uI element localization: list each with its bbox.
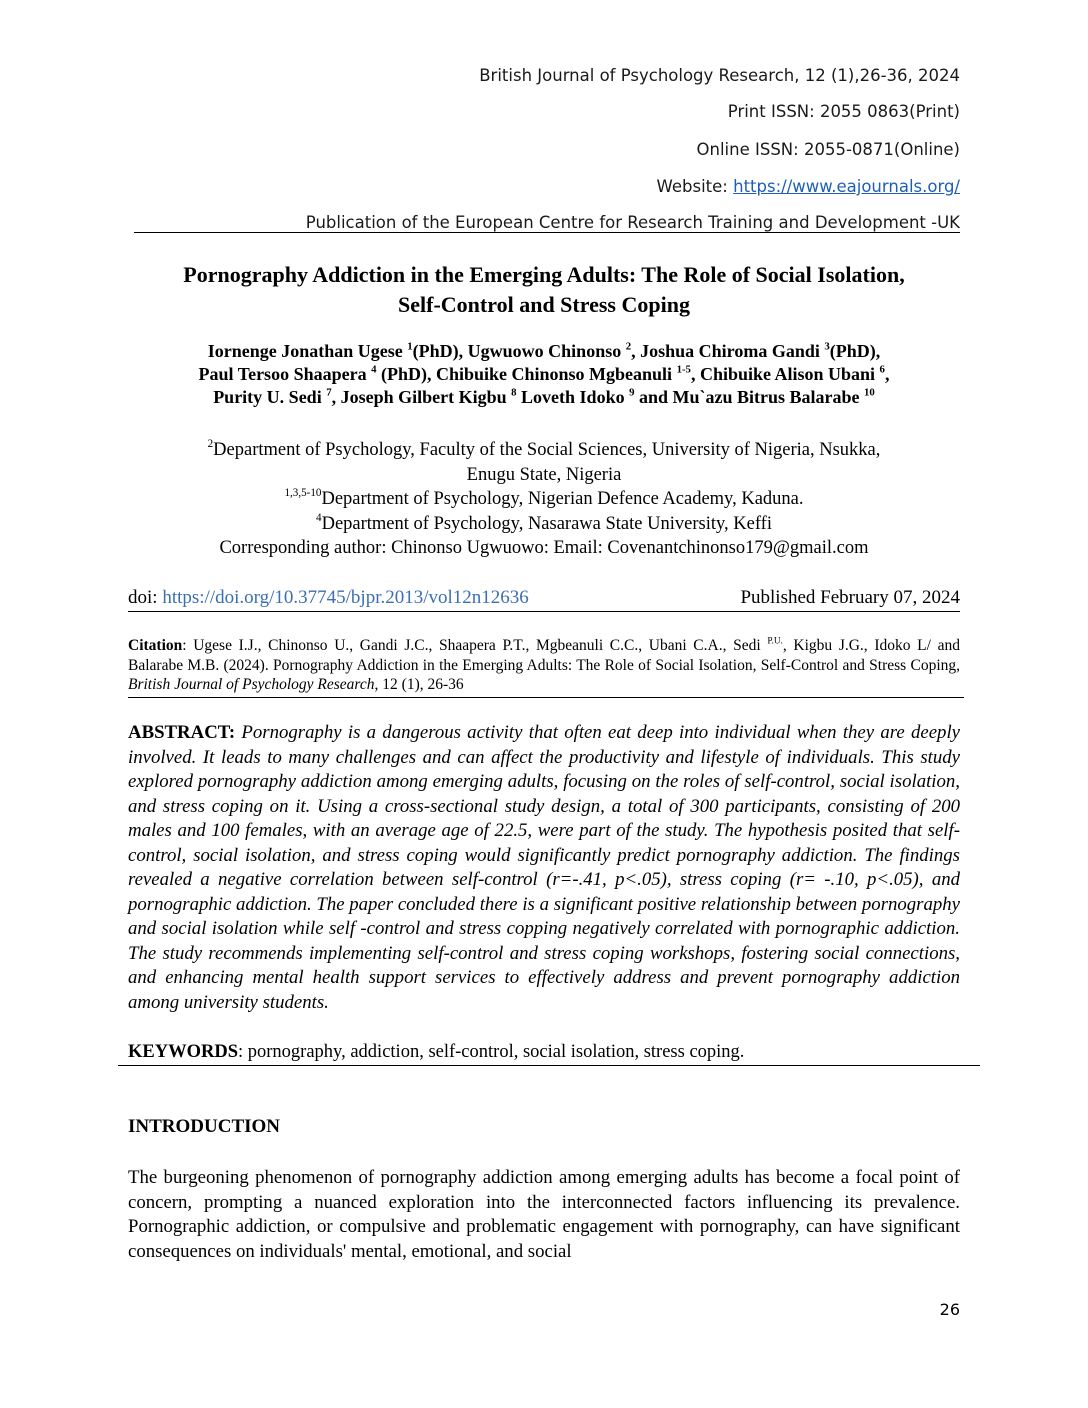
keywords-rule	[118, 1065, 980, 1066]
author-line-3: Purity U. Sedi $^7$, Joseph Gilbert Kigbu $^8$ Loveth Idoko $^9$ and Mu`azu Bitrus Balarabe $^{10}$	[213, 386, 875, 407]
print-issn: Print ISSN: 2055 0863(Print)	[727, 102, 960, 121]
published-date: Published February 07, 2024	[740, 587, 960, 608]
publisher-line: Publication of the European Centre for Research Training and Development -UK	[305, 213, 960, 232]
keywords	[128, 1040, 960, 1064]
title-line-2: Self-Control and Stress Coping	[398, 292, 690, 317]
abstract	[128, 721, 960, 1015]
doi-rule	[128, 611, 960, 612]
paper-title	[118, 260, 970, 320]
keywords-label: KEYWORDS	[128, 1042, 238, 1062]
affiliations	[118, 438, 970, 561]
abstract-text: Pornography is a dangerous activity that often eat deep into individual when they are deeply involved. It leads to many challenges and can affect the productivity and lifestyle of individuals. This study explored pornography addiction among emerging adults, focusing on the roles of self-control, social isolation, and stress coping on it. Using a cross-sectional study design, a total of 300 participants, consisting of 200 males and 100 females, with an average age of 22.5, were part of the study. The hypothesis posited that self-control, social isolation, and stress coping would significantly predict pornography addiction. The findings revealed a negative correlation between self-control (r=-.41, p<.05), stress coping (r= -.10, p<.05), and pornographic addiction. The paper concluded there is a significant positive relationship between pornography and social isolation while self -control and stress copping negatively correlated with pornographic addiction. The study recommends implementing self-control and stress coping workshops, fostering social connections, and enhancing mental health support services to effectively address and prevent pornography addiction among university students.	[128, 722, 960, 1013]
affiliation-1: $^2$Department of Psychology, Faculty of the Social Sciences, University of Nigeria, Nsukka,	[207, 438, 881, 460]
keywords-text: : pornography, addiction, self-control, social isolation, stress coping.	[238, 1042, 745, 1062]
author-line-2: Paul Tersoo Shaapera $^4$ (PhD), Chibuike Chinonso Mgbeanuli $^{1-5}$, Chibuike Alison Ubani $^6$,	[198, 363, 890, 384]
online-issn: Online ISSN: 2055-0871(Online)	[696, 140, 960, 159]
author-line-1: Iornenge Jonathan Ugese $^1$(PhD), Ugwuowo Chinonso $^2$, Joshua Chiroma Gandi $^3$(PhD),	[207, 340, 881, 361]
citation-label: Citation	[128, 637, 183, 654]
citation-block: Citation: Ugese I.J., Chinonso U., Gandi J.C., Shaapera P.T., Mgbeanuli C.C., Ubani C.A., Sedi $^{P.U.}$, Kigbu J.G., Idoko L/ and Balarabe M.B. (2024). Pornography Addiction in the Emerging Adults: The Role of Social Isolation, Self-Control and Stress Coping, British Journal of Psychology Research, 12 (1), 26-36	[128, 636, 960, 693]
website-link[interactable]: https://www.eajournals.org/	[733, 177, 960, 196]
header-rule	[134, 232, 960, 233]
affiliation-2: $^{1,3,5-10}$Department of Psychology, Nigerian Defence Academy, Kaduna.	[284, 487, 804, 509]
page-number: 26	[939, 1300, 960, 1319]
title-line-1: Pornography Addiction in the Emerging Adults: The Role of Social Isolation,	[183, 262, 905, 287]
doi-link[interactable]: https://doi.org/10.37745/bjpr.2013/vol12n12636	[162, 587, 529, 608]
citation-rule	[128, 697, 964, 698]
doi-label: doi:	[128, 587, 163, 608]
doi-row	[128, 586, 960, 610]
introduction-heading: INTRODUCTION	[128, 1116, 281, 1137]
website-label: Website:	[656, 177, 734, 196]
affiliation-1-cont: Enugu State, Nigeria	[466, 464, 622, 485]
journal-citation-line: British Journal of Psychology Research, 12 (1),26-36, 2024	[479, 66, 960, 85]
corresponding-author: Corresponding author: Chinonso Ugwuowo: Email: Covenantchinonso179@gmail.com	[219, 538, 869, 558]
abstract-label: ABSTRACT:	[128, 722, 236, 743]
author-list	[118, 340, 970, 409]
introduction-text: The burgeoning phenomenon of pornography addiction among emerging adults has become a focal point of concern, prompting a nuanced exploration into the interconnected factors influencing its prevalence. Pornographic addiction, or compulsive and problematic engagement with pornography, can have significant consequences on individuals' mental, emotional, and social	[128, 1167, 960, 1262]
citation-journal: British Journal of Psychology Research	[128, 676, 375, 693]
affiliation-3: $^4$Department of Psychology, Nasarawa State University, Keffi	[316, 511, 772, 534]
website-line	[657, 177, 960, 196]
